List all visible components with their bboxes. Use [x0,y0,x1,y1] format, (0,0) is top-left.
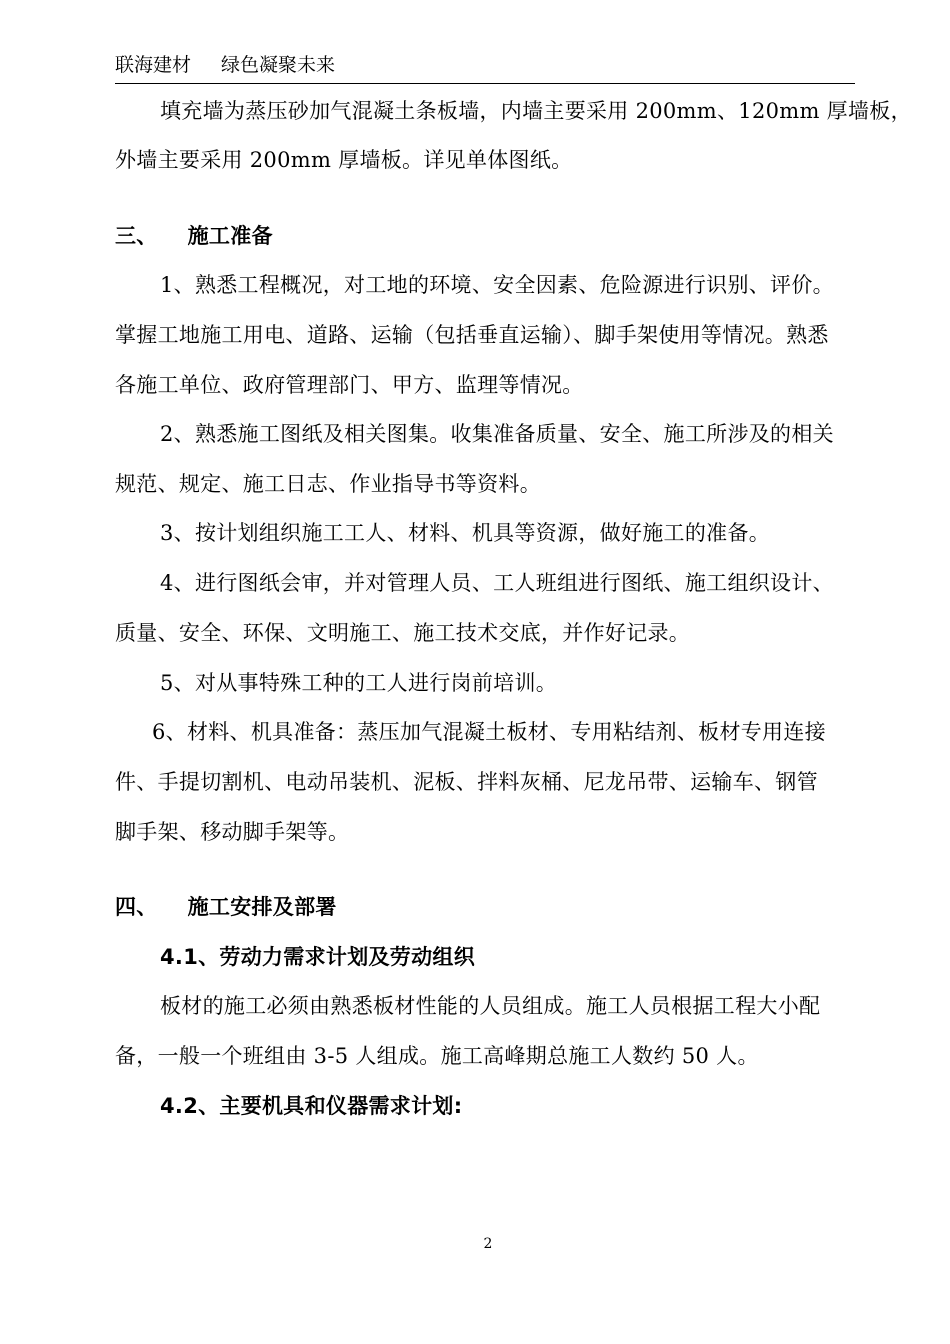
company-name: 联海建材 [115,54,192,76]
section-title: 施工安排及部署 [187,895,337,919]
list-item-line: 各施工单位、政府管理部门、甲方、监理等情况。 [115,373,584,397]
list-item-line: 件、手提切割机、电动吊装机、泥板、拌料灰桶、尼龙吊带、运输车、钢管 [115,770,818,794]
list-item-line: 质量、安全、环保、文明施工、施工技术交底，并作好记录。 [115,621,691,645]
section-heading [115,892,337,922]
paragraph-line: 外墙主要采用 200mm 厚墙板。详见单体图纸。 [115,148,573,172]
list-item-line: 4、进行图纸会审，并对管理人员、工人班组进行图纸、施工组织设计、 [160,571,834,595]
section-heading [115,221,273,251]
section-number: 三、 [115,224,158,248]
list-item-line: 5、对从事特殊工种的工人进行岗前培训。 [160,671,558,695]
list-item-line: 1、熟悉工程概况，对工地的环境、安全因素、危险源进行识别、评价。 [160,273,834,297]
list-item-line: 3、按计划组织施工工人、材料、机具等资源，做好施工的准备。 [160,521,771,545]
list-item-line: 脚手架、移动脚手架等。 [115,820,350,844]
paragraph-line: 备，一般一个班组由 3-5 人组成。施工高峰期总施工人数约 50 人。 [115,1044,759,1068]
paragraph-line: 板材的施工必须由熟悉板材性能的人员组成。施工人员根据工程大小配 [160,994,821,1018]
section-title: 施工准备 [187,224,273,248]
page-header [115,52,335,78]
subsection-heading: 4.2、主要机具和仪器需求计划: [160,1094,463,1118]
page-number: 2 [483,1236,493,1252]
company-slogan: 绿色凝聚未来 [221,54,336,76]
header-divider [115,83,855,84]
list-item-line: 掌握工地施工用电、道路、运输（包括垂直运输）、脚手架使用等情况。熟悉 [115,323,829,347]
list-item-line: 2、熟悉施工图纸及相关图集。收集准备质量、安全、施工所涉及的相关 [160,422,834,446]
list-item-line: 规范、规定、施工日志、作业指导书等资料。 [115,472,541,496]
list-item-line: 6、材料、机具准备：蒸压加气混凝土板材、专用粘结剂、板材专用连接 [152,720,826,744]
subsection-heading: 4.1、劳动力需求计划及劳动组织 [160,945,475,969]
paragraph-line: 填充墙为蒸压砂加气混凝土条板墙，内墙主要采用 200mm、120mm 厚墙板， [160,99,912,123]
section-number: 四、 [115,895,158,919]
